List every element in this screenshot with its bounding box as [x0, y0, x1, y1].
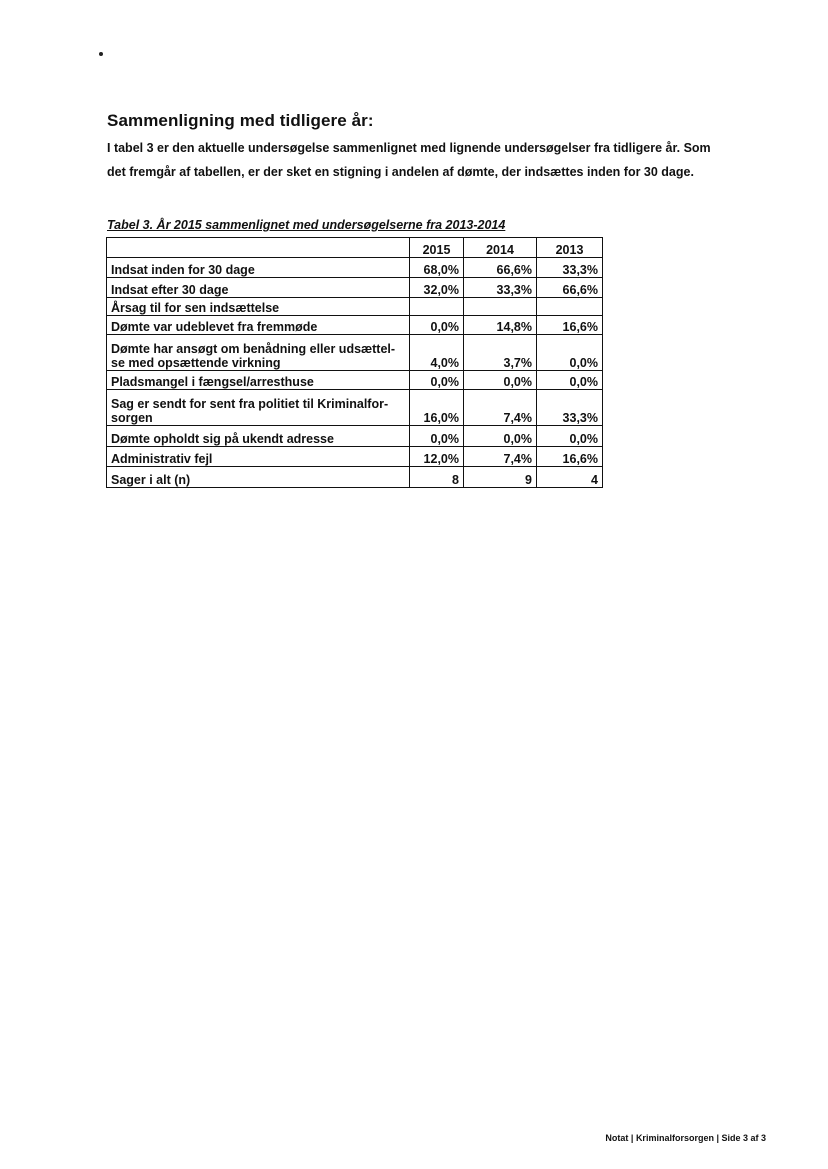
table-row — [107, 335, 603, 371]
scan-mark-dot — [99, 52, 103, 56]
table-row — [107, 390, 603, 426]
cell-2014: 3,7% — [464, 335, 537, 371]
cell-2015: 16,0% — [410, 390, 464, 426]
row-label: Pladsmangel i fængsel/arresthuse — [107, 371, 410, 390]
cell-2014: 33,3% — [464, 278, 537, 298]
cell-2013: 33,3% — [537, 390, 603, 426]
cell-2014: 66,6% — [464, 258, 537, 278]
table-row — [107, 278, 603, 298]
cell-2014: 14,8% — [464, 316, 537, 335]
comparison-table — [106, 237, 603, 488]
row-label: Årsag til for sen indsættelse — [107, 298, 410, 316]
page-footer: Notat | Kriminalforsorgen | Side 3 af 3 — [605, 1133, 766, 1143]
row-label: Indsat inden for 30 dage — [107, 258, 410, 278]
cell-2015: 12,0% — [410, 447, 464, 467]
cell-2013: 0,0% — [537, 426, 603, 447]
intro-paragraph: I tabel 3 er den aktuelle undersøgelse sammenlignet med lignende undersøgelser fra tidligere år. Som det fremgår af tabellen, er der sket en stigning i andelen af dømte, der indsættes inden for 30 dage. — [107, 141, 711, 179]
row-label: Sager i alt (n) — [107, 467, 410, 488]
column-header-2013: 2013 — [537, 238, 603, 258]
table-row — [107, 371, 603, 390]
cell-2015: 4,0% — [410, 335, 464, 371]
cell-2014: 0,0% — [464, 371, 537, 390]
column-header-2015: 2015 — [410, 238, 464, 258]
row-label: Sag er sendt for sent fra politiet til Kriminalfor-sorgen — [107, 390, 410, 426]
cell-2015: 0,0% — [410, 426, 464, 447]
cell-2013: 16,6% — [537, 447, 603, 467]
column-header-blank — [107, 238, 410, 258]
table-row — [107, 316, 603, 335]
cell-2013: 0,0% — [537, 335, 603, 371]
table-header-row — [107, 238, 603, 258]
section-heading: Sammenligning med tidligere år: — [107, 111, 374, 130]
cell-2014: 0,0% — [464, 426, 537, 447]
cell-2013: 4 — [537, 467, 603, 488]
cell-2013 — [537, 298, 603, 316]
cell-2015: 32,0% — [410, 278, 464, 298]
cell-2013: 33,3% — [537, 258, 603, 278]
table-caption: Tabel 3. År 2015 sammenlignet med undersøgelserne fra 2013-2014 — [107, 218, 506, 232]
cell-2015: 0,0% — [410, 371, 464, 390]
row-label: Dømte var udeblevet fra fremmøde — [107, 316, 410, 335]
table-row — [107, 258, 603, 278]
cell-2014 — [464, 298, 537, 316]
table-row — [107, 467, 603, 488]
cell-2014: 7,4% — [464, 447, 537, 467]
cell-2015 — [410, 298, 464, 316]
table-row — [107, 298, 603, 316]
column-header-2014: 2014 — [464, 238, 537, 258]
cell-2015: 8 — [410, 467, 464, 488]
cell-2015: 68,0% — [410, 258, 464, 278]
cell-2013: 0,0% — [537, 371, 603, 390]
row-label: Dømte opholdt sig på ukendt adresse — [107, 426, 410, 447]
table-row — [107, 426, 603, 447]
row-label: Indsat efter 30 dage — [107, 278, 410, 298]
cell-2013: 16,6% — [537, 316, 603, 335]
row-label: Administrativ fejl — [107, 447, 410, 467]
table-row — [107, 447, 603, 467]
cell-2013: 66,6% — [537, 278, 603, 298]
cell-2014: 7,4% — [464, 390, 537, 426]
row-label: Dømte har ansøgt om benådning eller udsættel-se med opsættende virkning — [107, 335, 410, 371]
cell-2014: 9 — [464, 467, 537, 488]
cell-2015: 0,0% — [410, 316, 464, 335]
